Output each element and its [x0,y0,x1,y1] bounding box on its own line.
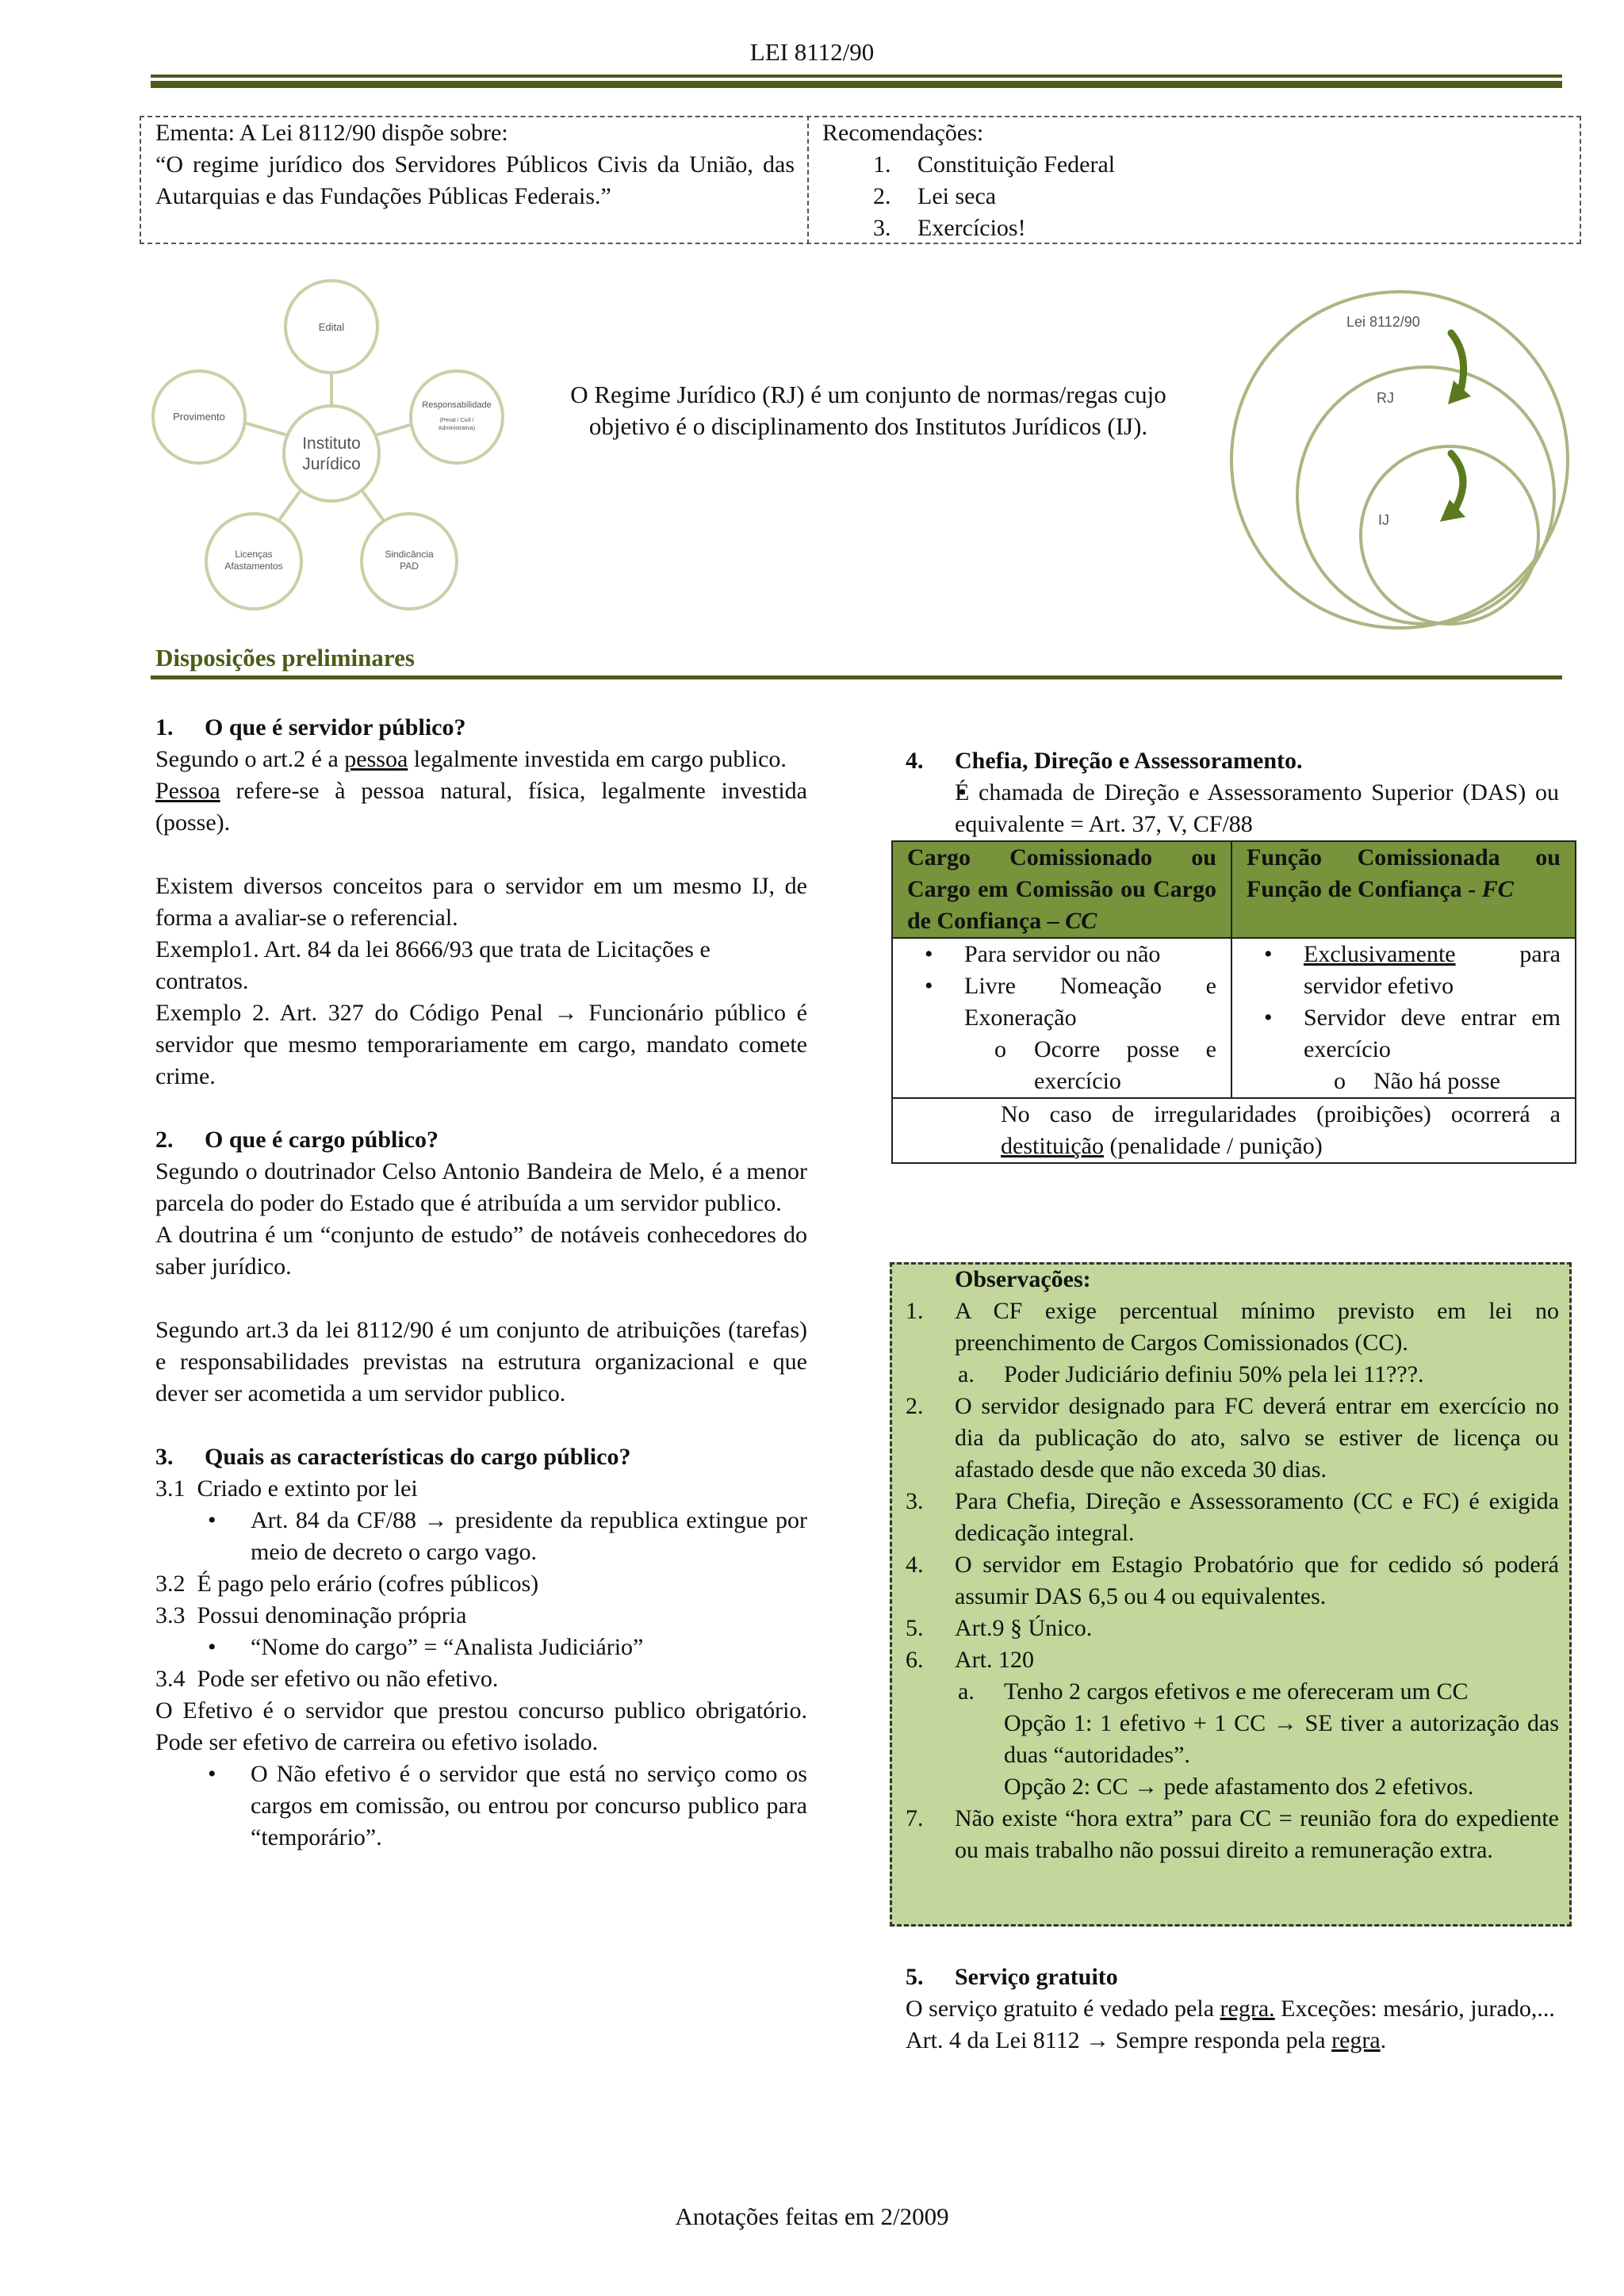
node-sublabel: Administrativa) [438,426,476,431]
observations-content [906,1264,1559,1866]
paragraph: Segundo art.3 da lei 8112/90 é um conjunto de atribuições (tarefas) e responsabilidades previstas na estrutura organizacional e que dever ser acometida a um servidor publico. [155,1317,807,1406]
list-item: 7. Não existe “hora extra” para CC = reunião fora do expediente ou mais trabalho não possui direito a remuneração extra. [906,1805,1559,1863]
paragraph: Exemplo 2. Art. 327 do Código Penal → Funcionário público é servidor que mesmo temporariamente em cargo, mandato comete crime. [155,1000,807,1089]
list-item: 2. Lei seca [873,183,997,209]
node-label: Sindicância [385,549,434,560]
left-column [155,712,807,1854]
paragraph: Segundo o doutrinador Celso Antonio Bandeira de Melo, é a menor parcela do poder do Estado que é atribuída a um servidor publico. [155,1158,807,1216]
page-footer: Anotações feitas em 2/2009 [675,2202,949,2230]
list-item: 6. Art. 120 [906,1647,1034,1673]
sub-item: a. Poder Judiciário definiu 50% pela lei 11???. [958,1361,1424,1387]
node-label: Afastamentos [224,561,283,572]
question-heading: 2. O que é cargo público? [155,1127,439,1153]
rj-definition: O Regime Jurídico (RJ) é um conjunto de normas/regas cujo objetivo é o disciplinamento dos Institutos Jurídicos (IJ). [570,381,1166,440]
paragraph: O Efetivo é o servidor que prestou concurso publico obrigatório. Pode ser efetivo de carreira ou efetivo isolado. [155,1697,807,1755]
table-cell-fc [1231,938,1576,1098]
paragraph: O serviço gratuito é vedado pela regra. Exceções: mesário, jurado,... [906,1996,1555,2022]
sub-item: o Ocorre posse e exercício [907,1034,1216,1097]
paragraph: Exemplo1. Art. 84 da lei 8666/93 que trata de Licitações e contratos. [155,936,710,994]
sub-item: o Não há posse [1247,1066,1561,1097]
ementa-text [155,117,795,212]
observations-title: Observações: [955,1266,1091,1292]
ementa-divider [807,116,809,244]
section-4 [906,745,1559,840]
node-label: Responsabilidade [422,400,492,410]
list-item: 2. O servidor designado para FC deverá entrar em exercício no dia da publicação do ato, salvo se estiver de licença ou afastado desde que não exceda 30 dias. [906,1393,1559,1483]
instituto-juridico-diagram [151,277,515,618]
question-heading: 5. Serviço gratuito [906,1964,1118,1990]
paragraph: Segundo o art.2 é a pessoa legalmente investida em cargo publico. [155,746,787,772]
node-label: Licenças [235,549,273,560]
table-cell-cc [892,938,1231,1098]
bullet-item: • Servidor deve entrar em exercício [1247,1002,1561,1066]
sub-paragraph: Opção 1: 1 efetivo + 1 CC → SE tiver a autorização das duas “autoridades”. [1004,1710,1559,1768]
header-rule-top [151,75,1562,78]
list-item: 3.1 Criado e extinto por lei [155,1475,418,1502]
question-heading: 4. Chefia, Direção e Assessoramento. [906,748,1303,774]
bullet-item: • O Não efetivo é o servidor que está no serviço como os cargos em comissão, ou entrou por concurso publico para “temporário”. [155,1758,807,1854]
recommendations-list [822,149,1536,244]
node-instituto [284,406,379,501]
label-ij: IJ [1378,512,1390,528]
list-item: 3.4 Pode ser efetivo ou não efetivo. [155,1666,499,1692]
list-item: 5. Art.9 § Único. [906,1615,1093,1641]
table-header-cc: Cargo Comissionado ou Cargo em Comissão ou Cargo de Confiança – CC [892,841,1231,938]
list-item: 1. Constituição Federal [873,151,1116,178]
bullet-item: • Art. 84 da CF/88 → presidente da republica extingue por meio de decreto o cargo vago. [155,1505,807,1568]
circle-rj [1297,367,1554,624]
bullet-item: • Para servidor ou não [907,939,1216,970]
bullet-item: • “Nome do cargo” = “Analista Judiciário” [155,1632,807,1663]
center-label: Instituto [302,434,361,453]
paragraph: A doutrina é um “conjunto de estudo” de notáveis conhecedores do saber jurídico. [155,1222,807,1280]
cc-fc-table [891,840,1576,1164]
bullet-item: • Livre Nomeação e Exoneração [907,970,1216,1034]
paragraph: Art. 4 da Lei 8112 → Sempre responda pela regra. [906,2027,1387,2053]
sub-paragraph: Opção 2: CC → pede afastamento dos 2 efetivos. [1004,1774,1474,1800]
list-item: 1. A CF exige percentual mínimo previsto em lei no preenchimento de Cargos Comissionados (CC). [906,1298,1559,1356]
center-label: Jurídico [302,455,361,473]
section-rule [151,675,1562,679]
question-heading: 3. Quais as características do cargo público? [155,1444,631,1470]
paragraph: Existem diversos conceitos para o servidor em um mesmo IJ, de forma a avaliar-se o referencial. [155,873,807,931]
circle-ij [1361,446,1538,624]
table-header-fc: Função Comissionada ou Função de Confiança - FC [1231,841,1576,938]
list-item: 3.2 É pago pelo erário (cofres públicos) [155,1571,539,1597]
ementa-quote: “O regime jurídico dos Servidores Públicos Civis da União, das Autarquias e das Fundações Públicas Federais.” [155,151,795,209]
node-label: Edital [318,321,345,333]
node-label: PAD [400,561,419,572]
list-item: 4. O servidor em Estagio Probatório que for cedido só poderá assumir DAS 6,5 ou 4 ou equivalentes. [906,1552,1559,1609]
header-rule-bottom [151,81,1562,88]
list-item: 3. Para Chefia, Direção e Assessoramento (CC e FC) é exigida dedicação integral. [906,1488,1559,1546]
section-title: Disposições preliminares [155,644,415,672]
list-item: 3.3 Possui denominação própria [155,1602,467,1628]
paragraph: Pessoa refere-se à pessoa natural, física, legalmente investida (posse). [155,778,807,836]
list-item: 3. Exercícios! [873,215,1026,241]
node-label: Provimento [173,411,225,423]
recommendations-title: Recomendações: [822,120,984,146]
sub-item: a. Tenho 2 cargos efetivos e me ofereceram um CC [958,1678,1469,1705]
ementa-line: Ementa: A Lei 8112/90 dispõe sobre: [155,120,508,146]
bullet-item: • Exclusivamente para servidor efetivo [1247,939,1561,1002]
bullet-item: • É chamada de Direção e Assessoramento Superior (DAS) ou equivalente = Art. 37, V, CF/88 [906,777,1559,840]
nested-circles-diagram [1213,285,1586,634]
node-responsabilidade [411,371,503,463]
table-footer-row: No caso de irregularidades (proibições) ocorrerá a destituição (penalidade / punição) [892,1098,1576,1163]
section-5 [906,1961,1559,2057]
node-sublabel: (Penal / Civil / [439,418,474,423]
page-header-title: LEI 8112/90 [749,38,875,66]
label-rj: RJ [1377,390,1394,406]
label-lei: Lei 8112/90 [1346,314,1420,330]
recommendations [822,117,1536,244]
question-heading: 1. O que é servidor público? [155,714,466,740]
